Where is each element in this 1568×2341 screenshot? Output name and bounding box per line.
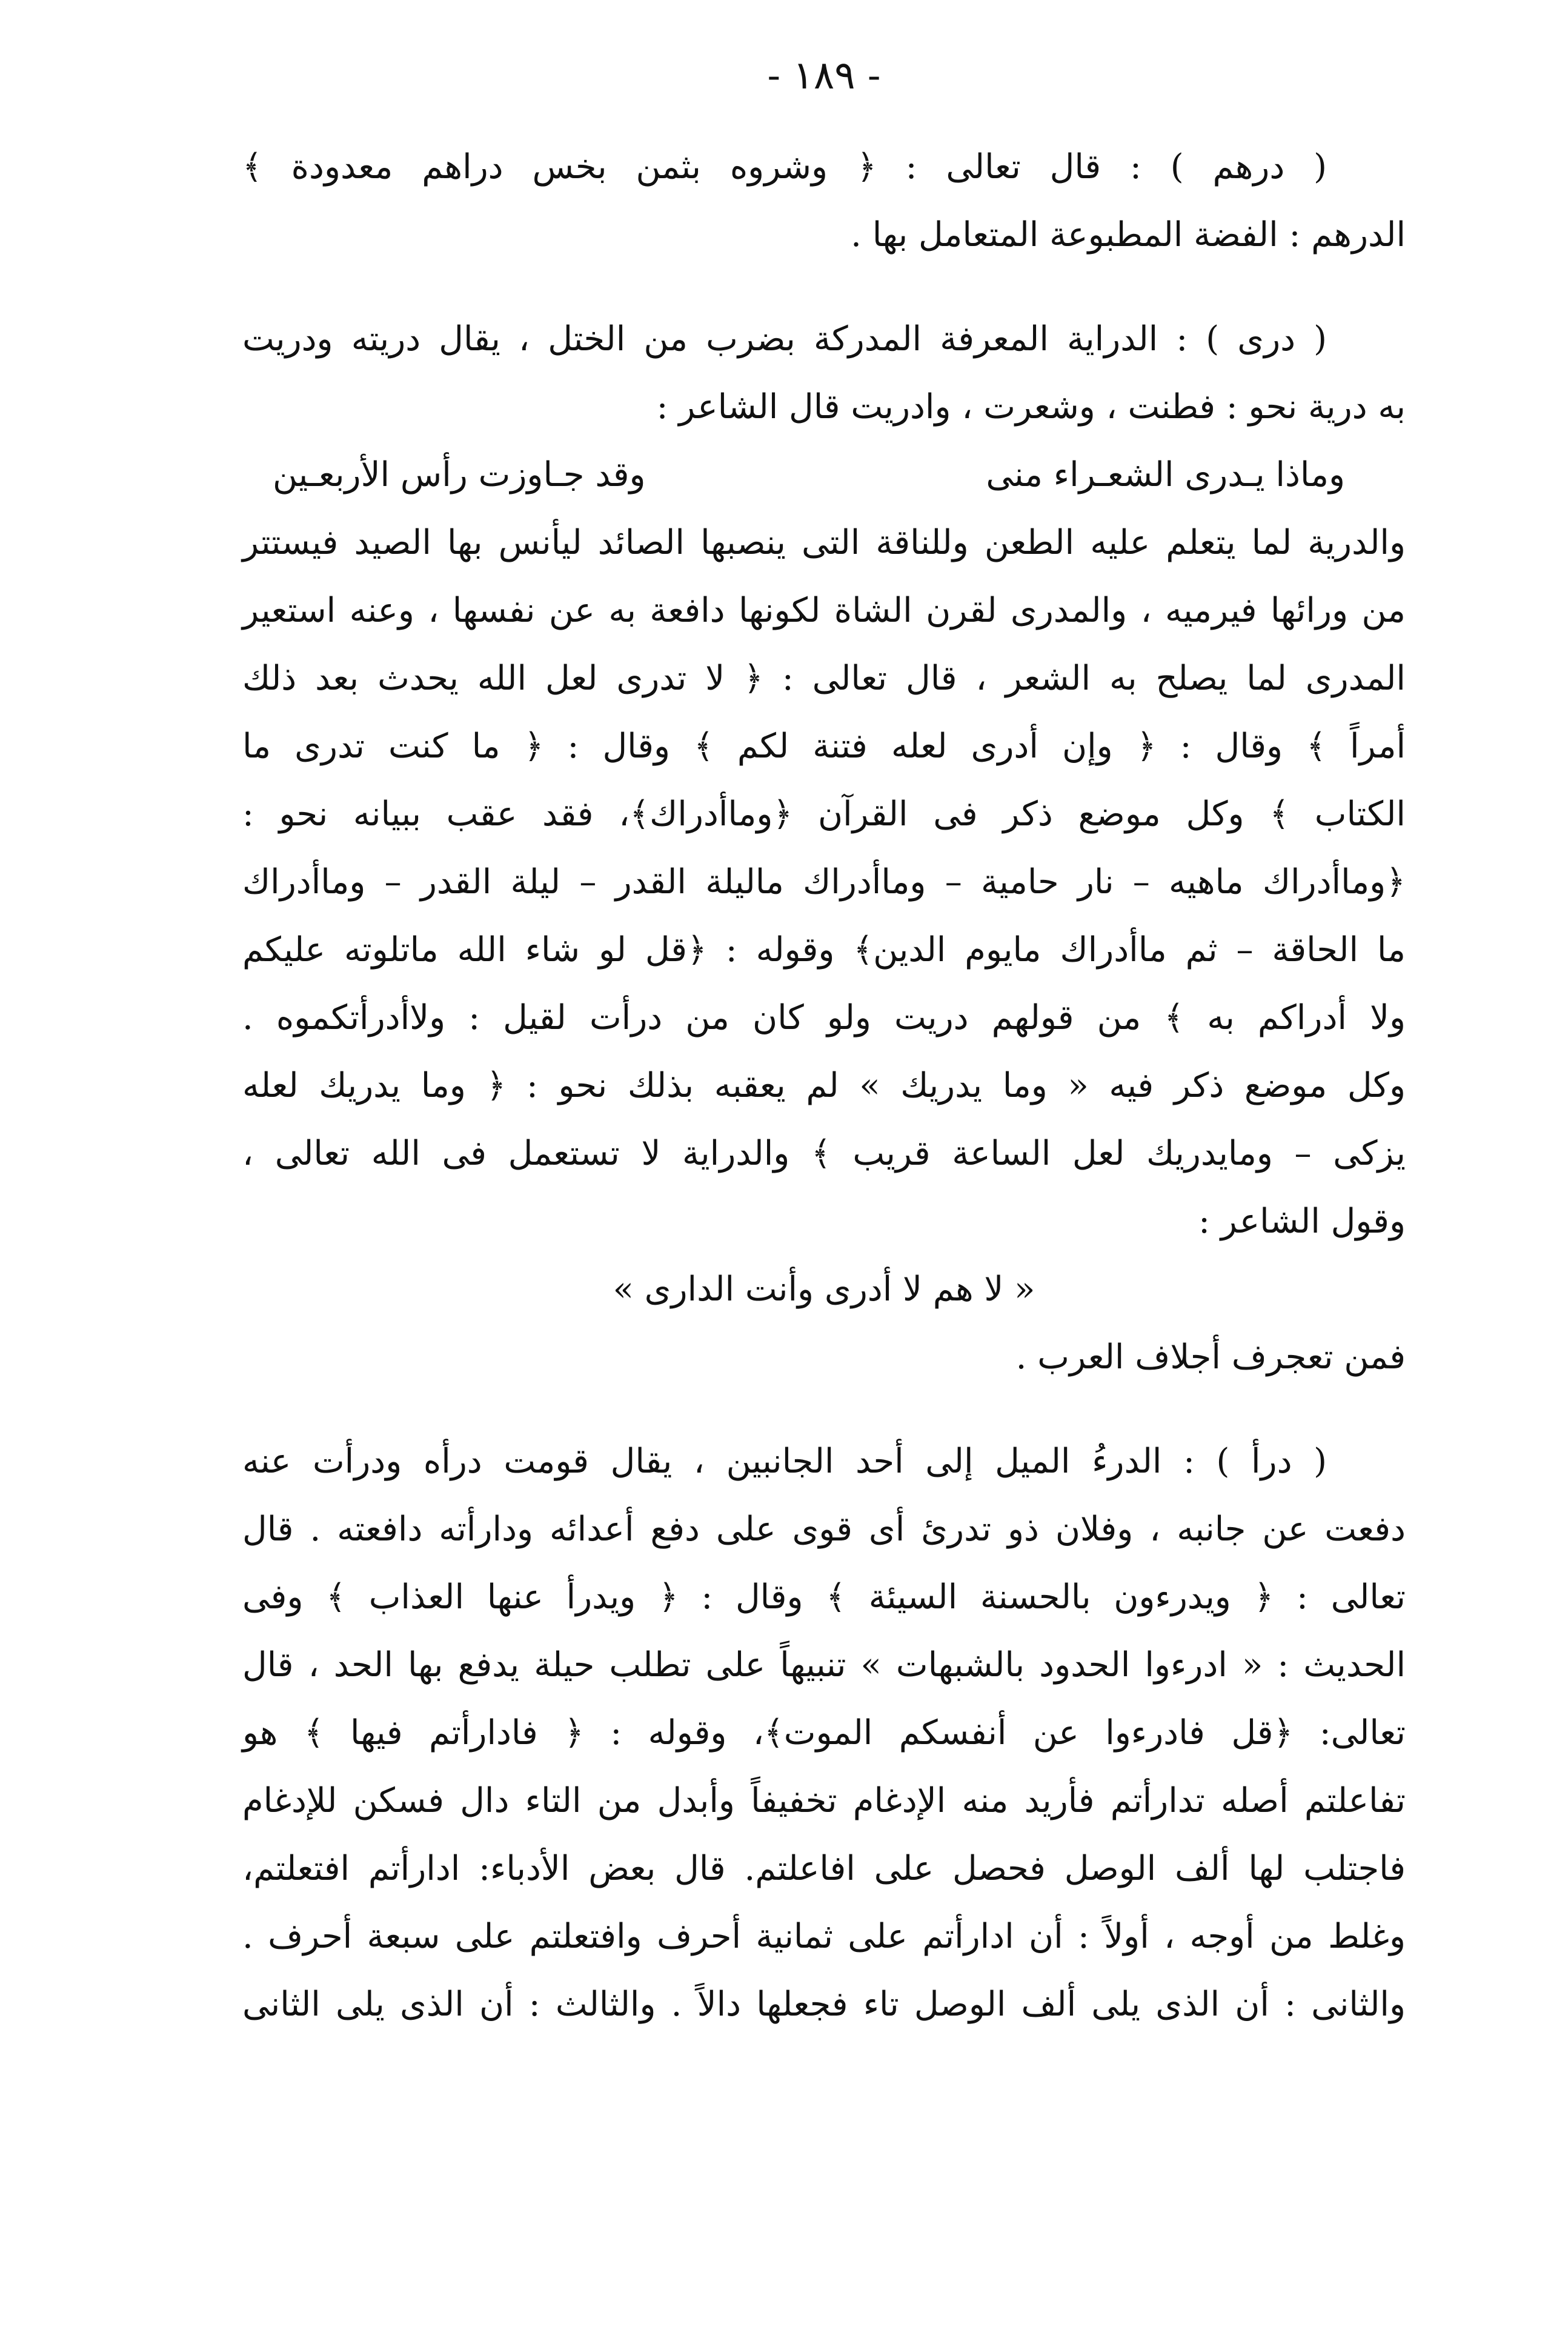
text-line: دفعت عن جانبه ، وفلان ذو تدرئ أى قوى على دفع أعدائه ودارأته دافعته . قال (242, 1510, 1406, 1549)
page-number: - ١٨٩ - (767, 53, 881, 98)
text-line: يزكى – ومايدريك لعل الساعة قريب ﴾ والدراية لا تستعمل فى الله تعالى ، (242, 1134, 1406, 1173)
section-gap (242, 269, 1406, 305)
text-line: الكتاب ﴾ وكل موضع ذكر فى القرآن ﴿وماأدراك﴾، فقد عقب ببيانه نحو : (242, 794, 1406, 834)
poetry-verse (242, 441, 1406, 509)
text-line: أمراً ﴾ وقال : ﴿ وإن أدرى لعله فتنة لكم ﴾ وقال : ﴿ ما كنت تدرى ما (242, 727, 1406, 766)
text-line: المدرى لما يصلح به الشعر ، قال تعالى : ﴿ لا تدرى لعل الله يحدث بعد ذلك (242, 659, 1406, 698)
text-line: ( درأ ) : الدرءُ الميل إلى أحد الجانبين ، يقال قومت درأه ودرأت عنه (242, 1442, 1327, 1481)
text-line: فاجتلب لها ألف الوصل فحصل على افاعلتم. قال بعض الأدباء: ادارأتم افتعلتم، (242, 1849, 1406, 1888)
entry-dirham (242, 133, 1406, 269)
text-line: فمن تعجرف أجلاف العرب . (1015, 1337, 1406, 1377)
text-line: والدرية لما يتعلم عليه الطعن وللناقة التى ينصبها الصائد ليأنس بها الصيد فيستتر (242, 523, 1406, 562)
text-line: من ورائها فيرميه ، والمدرى لقرن الشاة لكونها دافعة به عن نفسها ، وعنه استعير (242, 591, 1406, 630)
text-line: وقول الشاعر : (1198, 1202, 1406, 1241)
text-line: تعالى : ﴿ ويدرءون بالحسنة السيئة ﴾ وقال : ﴿ ويدرأ عنها العذاب ﴾ وفى (242, 1577, 1406, 1617)
text-line: ولا أدراكم به ﴾ من قولهم دريت ولو كان من درأت لقيل : ولاأدرأتكموه . (242, 998, 1406, 1037)
text-line: ﴿وماأدراك ماهيه – نار حامية – وماأدراك ماليلة القدر – ليلة القدر – وماأدراك (242, 862, 1406, 902)
text-line: الدرهم : الفضة المطبوعة المتعامل بها . (851, 215, 1406, 255)
text-line: تفاعلتم أصله تدارأتم فأريد منه الإدغام تخفيفاً وأبدل من التاء دال فسكن للإدغام (242, 1781, 1406, 1820)
text-line: به درية نحو : فطنت ، وشعرت ، وادريت قال الشاعر : (656, 387, 1406, 427)
entry-dara (242, 305, 1406, 1391)
verse-second-hemistich: وقد جـاوزت رأس الأربعـين (273, 455, 646, 495)
text-line: ما الحاقة – ثم ماأدراك مايوم الدين﴾ وقوله : ﴿قل لو شاء الله ماتلوته عليكم (242, 930, 1406, 970)
verse-first-hemistich: وماذا يـدرى الشعـراء منى (986, 455, 1345, 495)
text-line: تعالى: ﴿قل فادرءوا عن أنفسكم الموت﴾، وقوله : ﴿ فادارأتم فيها ﴾ هو (242, 1713, 1406, 1753)
text-line: وغلط من أوجه ، أولاً : أن ادارأتم على ثمانية أحرف وافتعلتم على سبعة أحرف . (242, 1917, 1406, 1956)
text-line: ( درهم ) : قال تعالى : ﴿ وشروه بثمن بخس دراهم معدودة ﴾ (242, 147, 1327, 187)
text-line: الحديث : « ادرءوا الحدود بالشبهات » تنبيهاً على تطلب حيلة يدفع بها الحد ، قال (242, 1645, 1406, 1685)
quoted-verse: « لا هم لا أدرى وأنت الدارى » (613, 1270, 1035, 1309)
section-gap (242, 1391, 1406, 1428)
book-page (242, 42, 1406, 2039)
entry-dara-a (242, 1428, 1406, 2039)
text-line: والثانى : أن الذى يلى ألف الوصل تاء فجعلها دالاً . والثالث : أن الذى يلى الثانى (242, 1985, 1406, 2024)
text-line: وكل موضع ذكر فيه « وما يدريك » لم يعقبه بذلك نحو : ﴿ وما يدريك لعله (242, 1066, 1406, 1105)
text-line: ( درى ) : الدراية المعرفة المدركة بضرب من الختل ، يقال دريته ودريت (242, 319, 1327, 359)
